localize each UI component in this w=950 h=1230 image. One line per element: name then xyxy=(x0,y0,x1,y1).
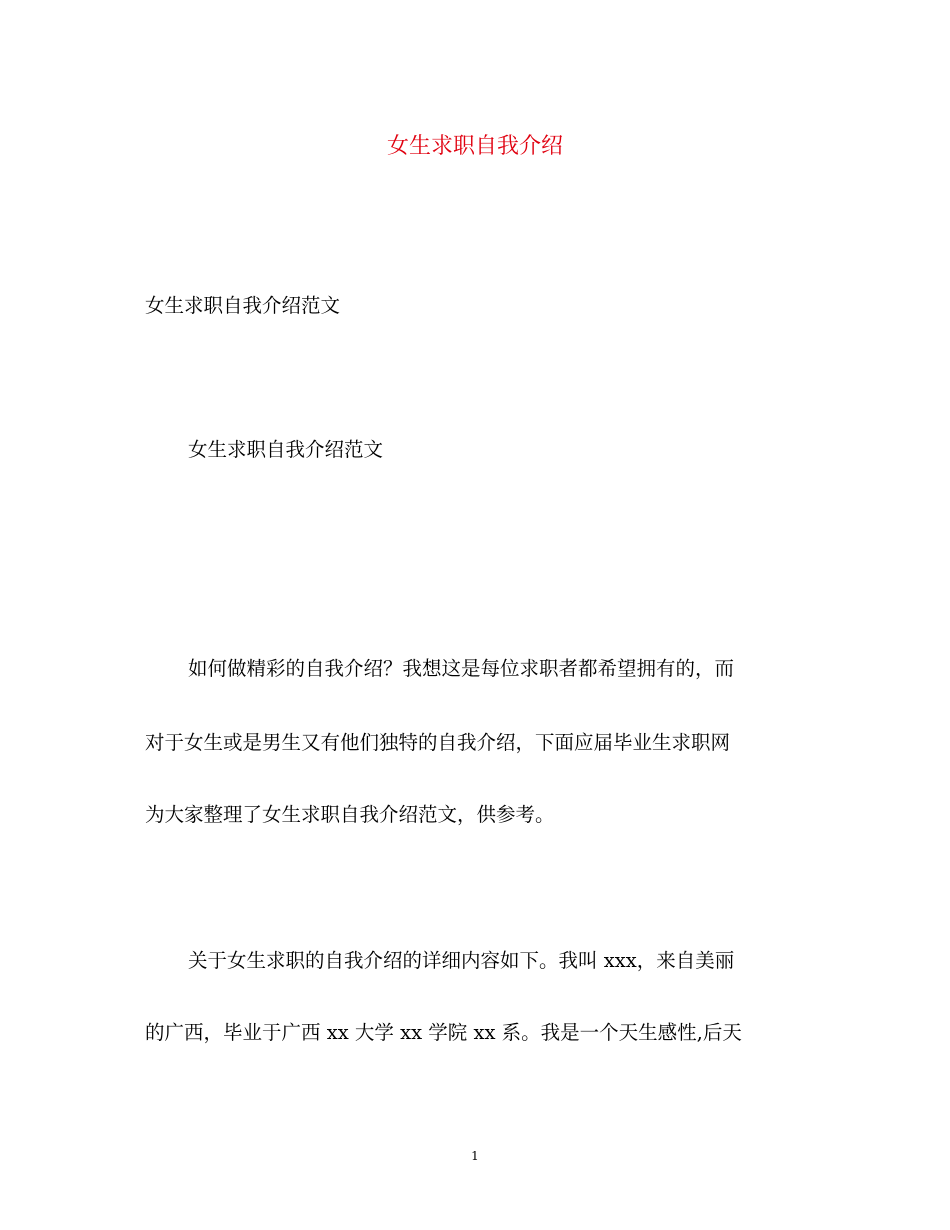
paragraph-1-line-3: 为大家整理了女生求职自我介绍范文，供参考。 xyxy=(145,803,555,826)
paragraph-2-line-2: 的广西，毕业于广西 xx 大学 xx 学院 xx 系。我是一个天生感性,后天 xyxy=(145,1021,742,1044)
page-number: 1 xyxy=(471,1149,479,1163)
paragraph-2-line-1: 关于女生求职的自我介绍的详细内容如下。我叫 xxx，来自美丽 xyxy=(188,949,735,972)
paragraph-1-line-1: 如何做精彩的自我介绍？我想这是每位求职者都希望拥有的，而 xyxy=(188,657,735,680)
paragraph-1-line-2: 对于女生或是男生又有他们独特的自我介绍，下面应届毕业生求职网 xyxy=(145,731,731,754)
section-subheading: 女生求职自我介绍范文 xyxy=(188,438,384,461)
section-heading: 女生求职自我介绍范文 xyxy=(145,294,341,317)
document-title: 女生求职自我介绍 xyxy=(386,134,563,159)
